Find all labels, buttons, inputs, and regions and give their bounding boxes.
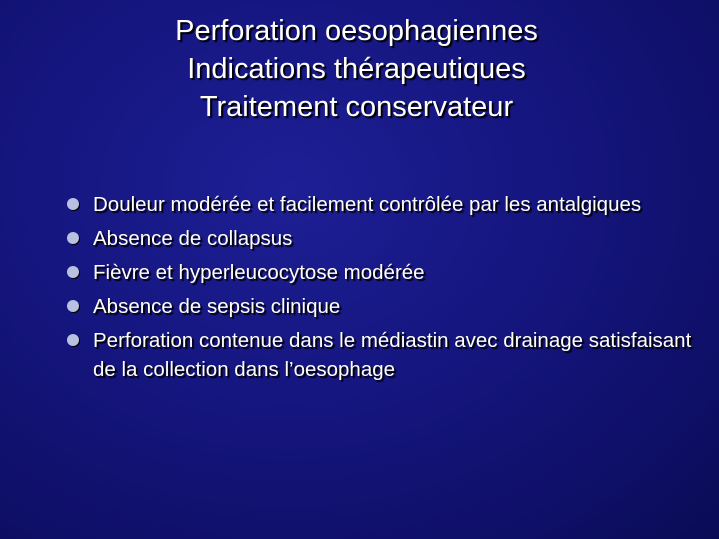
slide-title [0, 12, 713, 126]
bullet-item [66, 292, 706, 321]
bullet-text: Douleur modérée et facilement contrôlée par les antalgiques [93, 193, 642, 216]
bullet-dot-icon [67, 334, 79, 346]
title-line-1: Perforation oesophagiennes [175, 15, 538, 47]
bullet-dot-icon [67, 266, 79, 278]
bullet-item [66, 258, 706, 287]
title-line-3: Traitement conservateur [199, 91, 514, 123]
bullet-dot-icon [67, 198, 79, 210]
bullet-text: Perforation contenue dans le médiastin avec drainage satisfaisant de la collection dans l’oesophage [93, 329, 692, 381]
bullet-item [66, 224, 706, 253]
bullet-item [66, 326, 706, 384]
bullet-text: Fièvre et hyperleucocytose modérée [93, 261, 425, 284]
bullet-dot-icon [67, 300, 79, 312]
title-line-2: Indications thérapeutiques [187, 53, 526, 85]
bullet-item [66, 190, 706, 219]
bullet-text: Absence de collapsus [93, 227, 293, 250]
bullet-text: Absence de sepsis clinique [93, 295, 341, 318]
bullet-dot-icon [67, 232, 79, 244]
bullet-list [66, 190, 706, 389]
